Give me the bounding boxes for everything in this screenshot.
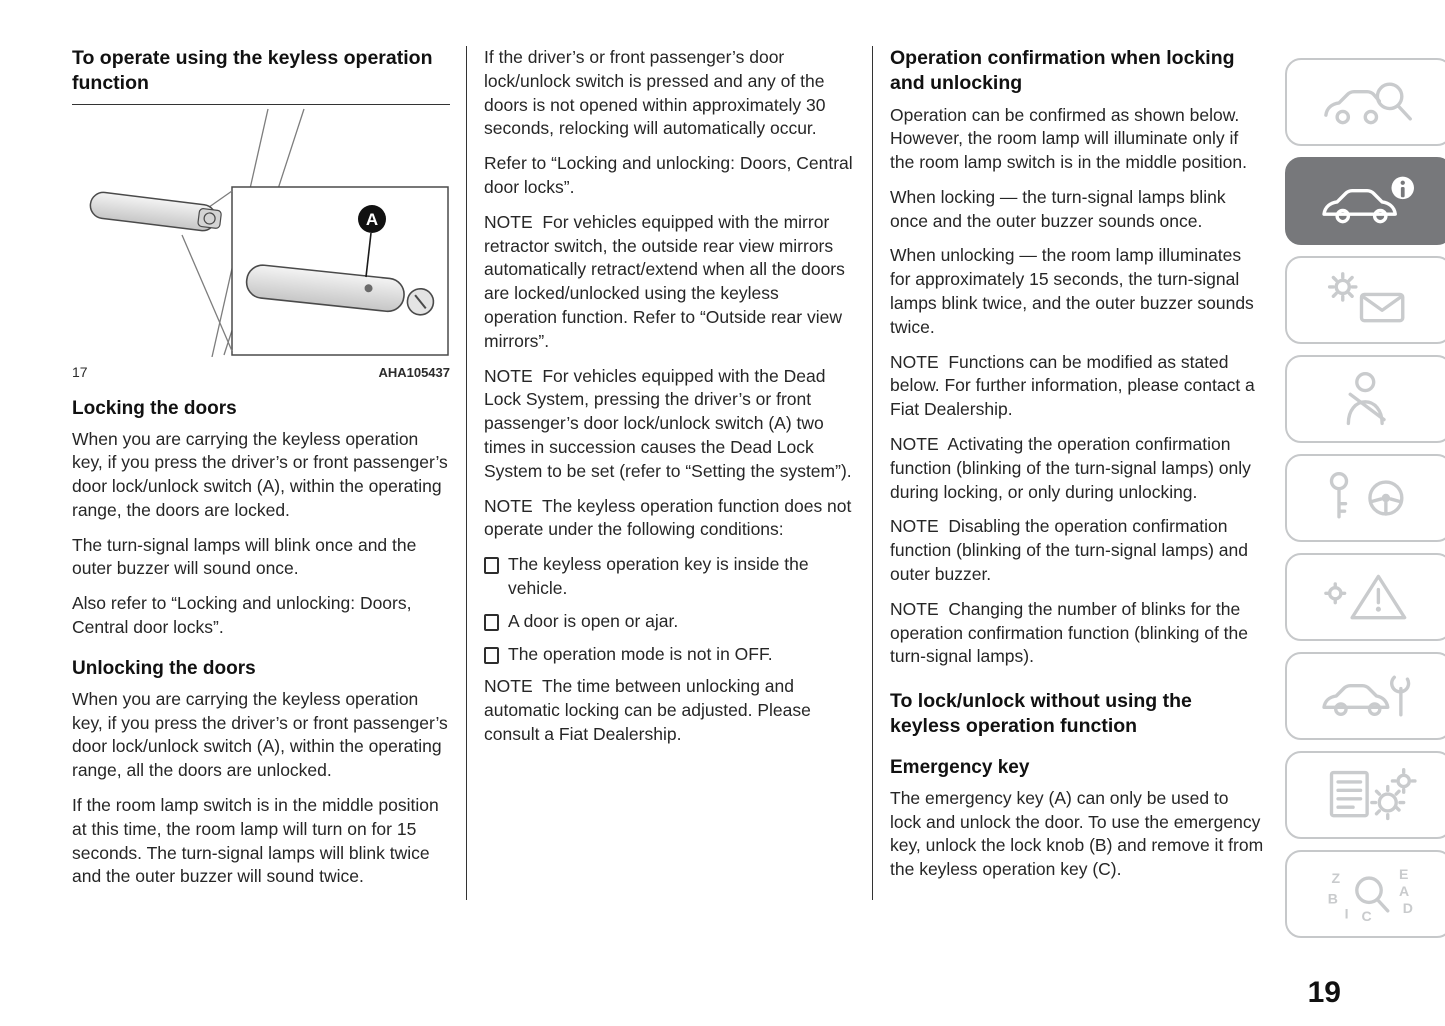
note-functions-modified: NOTE Functions can be modified as stated below. For further information, please contact a Fiat Dealership.	[890, 351, 1255, 420]
manual-page-columns	[72, 46, 1264, 900]
index-letter: B	[1327, 890, 1338, 907]
list-item-text: The keyless operation key is inside the vehicle.	[508, 554, 809, 598]
paragraph-locking-1: When you are carrying the keyless operation key, if you press the driver’s or front passenger’s door lock/unlock switch (A), within the operating range, the doors are locked.	[72, 428, 448, 520]
paragraph-when-locking: When locking — the turn-signal lamps blink once and the outer buzzer sounds once.	[890, 186, 1226, 231]
index-letter: D	[1402, 899, 1413, 916]
tab-lamp-message[interactable]	[1285, 256, 1445, 344]
column-right	[872, 46, 1264, 900]
index-letter: C	[1361, 908, 1372, 924]
door-handle-small	[89, 190, 222, 232]
list-item-key-inside	[484, 553, 856, 601]
paragraph-confirmation-1: Operation can be confirmed as shown below. However, the room lamp will illuminate only if the room lamp switch is in the middle position.	[890, 104, 1247, 173]
car-info-icon	[1319, 171, 1419, 231]
figure-top-rule	[72, 104, 450, 105]
paragraph-locking-3: Also refer to “Locking and unlocking: Doors, Central door locks”.	[72, 593, 412, 638]
note-disabling: NOTE Disabling the operation confirmation function (blinking of the turn-signal lamps) and outer buzzer.	[890, 516, 1248, 585]
tab-alphabetical-index[interactable]	[1285, 850, 1445, 938]
paragraph-relocking: If the driver’s or front passenger’s door lock/unlock switch is pressed and any of the doors is not opened within approximately 30 seconds, relocking will automatically occur.	[484, 47, 826, 139]
square-bullet-icon	[484, 557, 499, 574]
column-left	[72, 46, 450, 900]
heading-locking-doors: Locking the doors	[72, 397, 237, 419]
label-a-text: A	[365, 209, 379, 229]
lamp-message-icon	[1319, 270, 1419, 330]
car-wrench-icon	[1319, 666, 1419, 726]
note-dead-lock: NOTE For vehicles equipped with the Dead Lock System, pressing the driver’s or front passenger’s door lock/unlock switch (A) two times in succession causes the Dead Lock System to be set (refer to “Setting the system”).	[484, 365, 852, 481]
index-letter: A	[1399, 882, 1410, 899]
note-conditions: NOTE The keyless operation function does not operate under the following conditions:	[484, 495, 852, 540]
list-item-text: A door is open or ajar.	[508, 610, 679, 631]
page-number: 19	[1307, 976, 1341, 1009]
index-search-icon	[1319, 864, 1419, 924]
car-search-icon	[1319, 72, 1419, 132]
heading-unlocking-doors: Unlocking the doors	[72, 657, 256, 679]
column-middle	[466, 46, 856, 900]
tab-car-search[interactable]	[1285, 58, 1445, 146]
tab-car-info[interactable]	[1285, 157, 1445, 245]
note-time-adjust: NOTE The time between unlocking and automatic locking can be adjusted. Please consult a Fiat Dealership.	[484, 676, 811, 744]
tab-specifications[interactable]	[1285, 751, 1445, 839]
paragraph-emergency-key: The emergency key (A) can only be used to lock and unlock the door. To use the emergency key, unlock the lock knob (B) and remove it from the keyless operation key (C).	[890, 787, 1264, 880]
index-letter: I	[1344, 905, 1349, 922]
list-item-text: The operation mode is not in OFF.	[508, 643, 773, 664]
figure-code: AHA105437	[378, 364, 450, 380]
paragraph-unlocking-1: When you are carrying the keyless operation key, if you press the driver’s or front passenger’s door lock/unlock switch (A), within the operating range, all the doors are unlocked.	[72, 688, 448, 781]
specs-gear-icon	[1319, 765, 1419, 825]
tab-seatbelt[interactable]	[1285, 355, 1445, 443]
seatbelt-icon	[1319, 369, 1419, 429]
door-handle-figure	[72, 107, 450, 380]
heading-lock-unlock-without-keyless: To lock/unlock without using the keyless operation function	[890, 690, 1192, 737]
paragraph-unlocking-2: If the room lamp switch is in the middle position at this time, the room lamp will turn on for 15 seconds. The turn-signal lamps will blink twice and the outer buzzer will sound twice.	[72, 795, 439, 887]
square-bullet-icon	[484, 614, 499, 631]
paragraph-when-unlocking: When unlocking — the room lamp illuminates for approximately 15 seconds, the turn-signal lamps blink twice, and the outer buzzer sounds twice.	[890, 245, 1254, 337]
note-changing-blinks: NOTE Changing the number of blinks for the operation confirmation function (blinking of the turn-signal lamps).	[890, 598, 1248, 667]
note-mirror-retractor: NOTE For vehicles equipped with the mirror retractor switch, the outside rear view mirrors automatically retract/extend when all the doors are locked/unlocked using the keyless operation function. Refer to “Outside rear view mirrors”.	[484, 211, 845, 351]
paragraph-locking-2: The turn-signal lamps will blink once and the outer buzzer will sound once.	[72, 534, 417, 579]
figure-caption	[72, 364, 450, 380]
section-title-keyless-operation: To operate using the keyless operation function	[72, 47, 433, 94]
hazard-triangle-icon	[1319, 567, 1419, 627]
figure-number: 17	[72, 363, 88, 380]
index-letter: E	[1399, 866, 1409, 882]
list-item-door-ajar	[484, 610, 856, 634]
key-steering-icon	[1319, 468, 1419, 528]
tab-car-maintenance[interactable]	[1285, 652, 1445, 740]
paragraph-refer-locking: Refer to “Locking and unlocking: Doors, Central door locks”.	[484, 153, 853, 197]
door-handle-illustration	[72, 107, 450, 357]
list-item-operation-mode	[484, 643, 856, 667]
square-bullet-icon	[484, 647, 499, 664]
heading-emergency-key: Emergency key	[890, 756, 1030, 778]
chapter-tab-sidebar	[1285, 58, 1445, 938]
note-activating: NOTE Activating the operation confirmation function (blinking of the turn-signal lamps) only during locking, or only during unlocking.	[890, 434, 1251, 502]
heading-operation-confirmation: Operation confirmation when locking and unlocking	[890, 47, 1235, 94]
tab-hazard-warning[interactable]	[1285, 553, 1445, 641]
tab-key-steering[interactable]	[1285, 454, 1445, 542]
index-letter: Z	[1331, 869, 1341, 886]
